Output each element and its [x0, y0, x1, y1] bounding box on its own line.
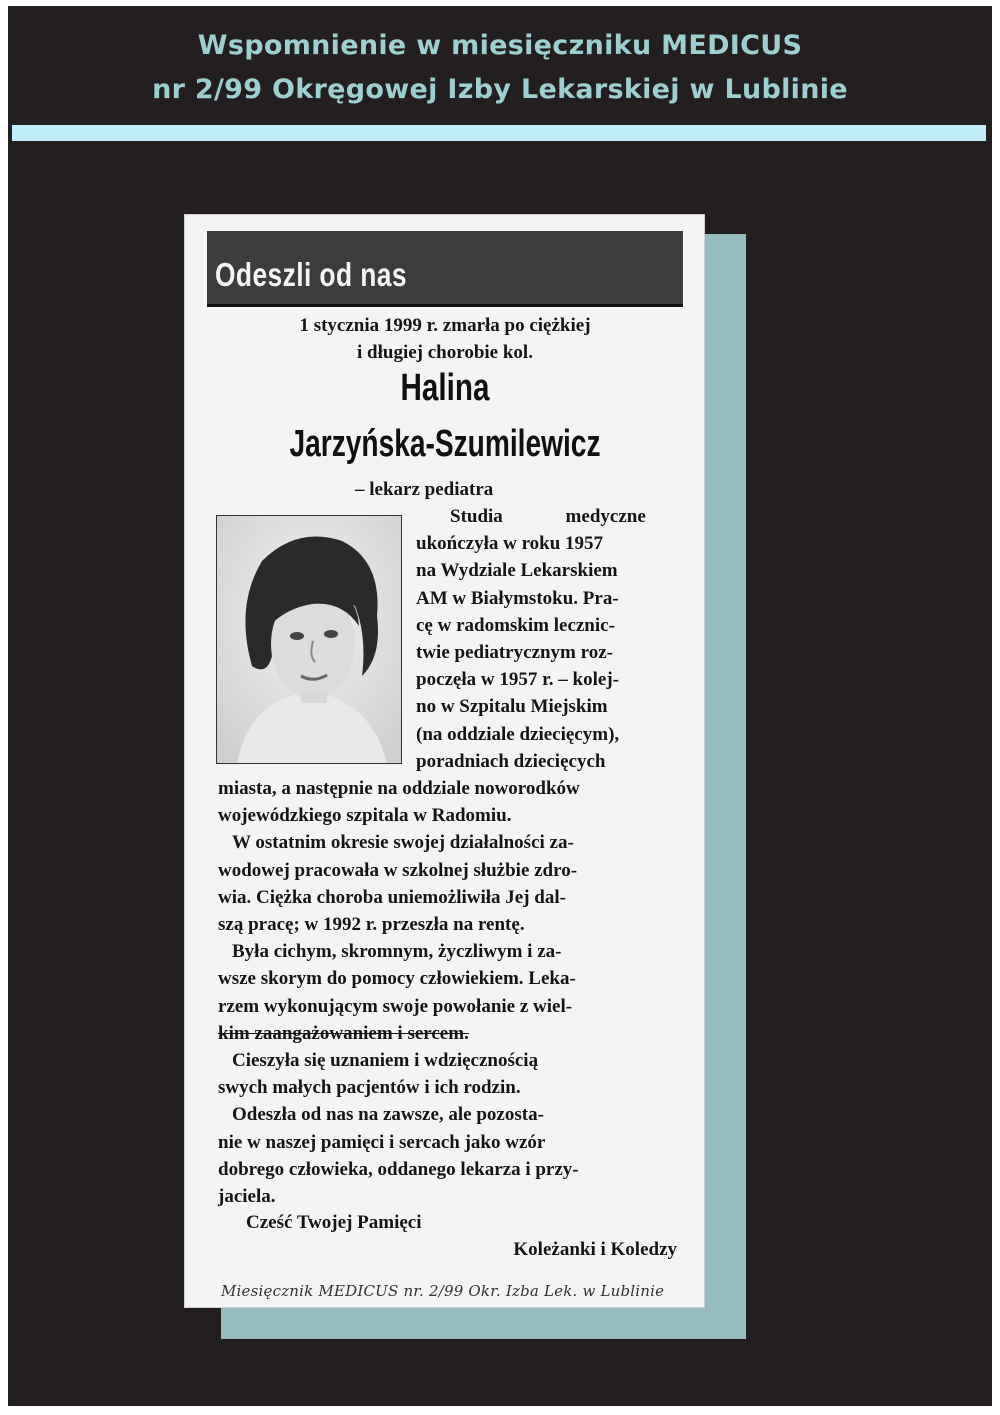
text-line: Odeszła od nas na zawsze, ale pozosta-: [232, 1104, 544, 1126]
title-line-1: Wspomnienie w miesięczniku MEDICUS: [197, 30, 803, 61]
text-line: no w Szpitalu Miejskim: [416, 696, 608, 718]
text-line: AM w Białymstoku. Pra-: [416, 587, 619, 609]
text-line: kim zaangażowaniem i sercem.: [218, 1022, 469, 1044]
closing-phrase: Cześć Twojej Pamięci: [246, 1212, 422, 1233]
text-line: wia. Ciężka choroba uniemożliwiła Jej dal-: [218, 886, 566, 908]
text-line: (na oddziale dziecięcym),: [416, 723, 620, 745]
text-line: wojewódzkiego szpitala w Radomiu.: [218, 805, 512, 827]
page-title: [0, 24, 1000, 112]
title-line-2: nr 2/99 Okręgowej Izby Lekarskiej w Lublinie: [152, 74, 848, 105]
text-line: wodowej pracowała w szkolnej służbie zdro-: [218, 859, 578, 881]
text-line: szą pracę; w 1992 r. przeszła na rentę.: [218, 914, 525, 936]
newspaper-clipping: [184, 214, 705, 1308]
text-line: dobrego człowieka, oddanego lekarza i przy-: [218, 1158, 579, 1180]
text-column-beside-photo: [416, 503, 678, 775]
obituary-body: [218, 775, 678, 1210]
text-line: miasta, a następnie na oddziale noworodków: [218, 778, 580, 799]
text-line: cę w radomskim lecznic-: [416, 614, 615, 636]
text-line: Studia medyczne: [450, 506, 646, 527]
text-line: na Wydziale Lekarskiem: [416, 560, 618, 582]
section-header: [207, 231, 683, 307]
portrait-photo: [216, 515, 402, 764]
text-line: wsze skorym do pomocy człowiekiem. Leka-: [218, 968, 576, 990]
text-line: nie w naszej pamięci i sercach jako wzór: [218, 1131, 546, 1153]
header-divider-bar: [12, 125, 986, 141]
signature: Koleżanki i Koledzy: [513, 1239, 677, 1260]
intro-line-1: 1 stycznia 1999 r. zmarła po ciężkiej: [299, 315, 591, 336]
text-line: Cieszyła się uznaniem i wdzięcznością: [232, 1050, 539, 1072]
section-title: Odeszli od nas: [215, 256, 407, 293]
deceased-first-name: Halina: [400, 367, 490, 409]
deceased-last-name: Jarzyńska-Szumilewicz: [289, 423, 601, 465]
text-line: Była cichym, skromnym, życzliwym i za-: [232, 941, 562, 963]
text-line: twie pediatrycznym roz-: [416, 642, 613, 664]
text-line: jaciela.: [218, 1186, 276, 1208]
text-line: swych małych pacjentów i ich rodzin.: [218, 1077, 521, 1099]
text-line: rzem wykonującym swoje powołanie z wiel-: [218, 995, 573, 1017]
handwritten-source-note: Miesięcznik MEDICUS nr. 2/99 Okr. Izba Lek. w Lublinie: [221, 1282, 665, 1300]
profession: – lekarz pediatra: [355, 479, 494, 500]
text-line: ukończyła w roku 1957: [416, 533, 604, 555]
text-line: W ostatnim okresie swojej działalności za-: [232, 832, 574, 854]
intro-line-2: i długiej chorobie kol.: [357, 342, 533, 363]
obituary-intro: [185, 312, 705, 366]
text-line: poczęła w 1957 r. – kolej-: [416, 669, 619, 691]
text-line: poradniach dziecięcych: [416, 750, 606, 772]
